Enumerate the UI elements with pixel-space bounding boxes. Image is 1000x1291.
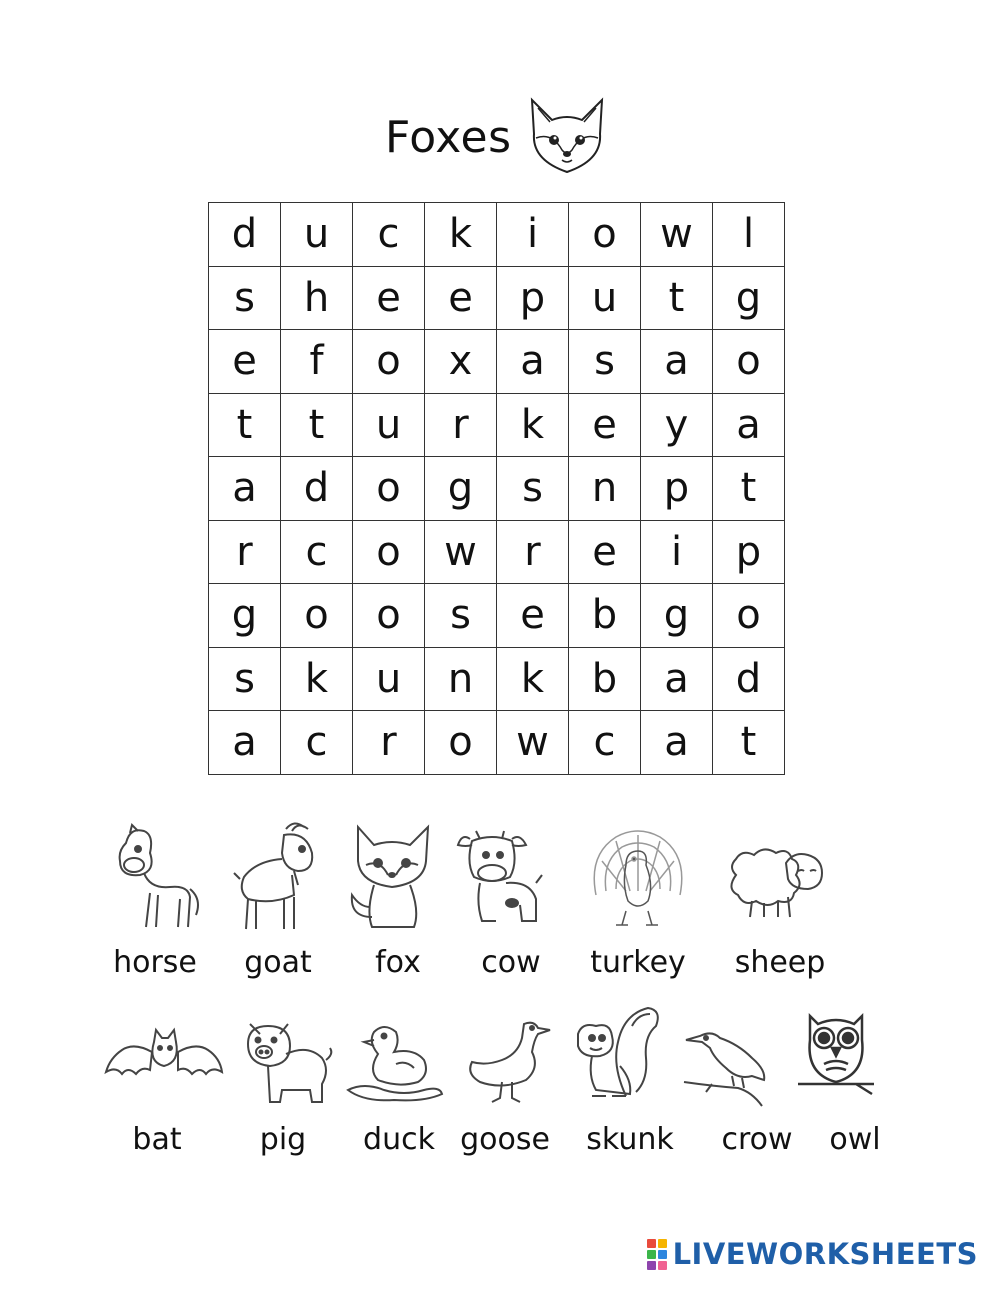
word-crow: crow: [721, 1122, 793, 1157]
grid-row: [209, 647, 785, 711]
grid-cell[interactable]: a: [209, 711, 281, 775]
turkey-icon: [586, 825, 690, 931]
grid-cell[interactable]: s: [425, 584, 497, 648]
grid-cell[interactable]: d: [281, 457, 353, 521]
word-fox: fox: [375, 945, 421, 980]
grid-cell[interactable]: e: [569, 393, 641, 457]
word-sheep: sheep: [734, 945, 826, 980]
grid-cell[interactable]: t: [713, 711, 785, 775]
grid-cell[interactable]: g: [641, 584, 713, 648]
goat-icon: [232, 819, 324, 933]
skunk-icon: [572, 1006, 672, 1106]
title-area: [385, 92, 612, 182]
word-cow: cow: [481, 945, 541, 980]
word-goat: goat: [244, 945, 312, 980]
grid-cell[interactable]: t: [281, 393, 353, 457]
grid-cell[interactable]: a: [209, 457, 281, 521]
grid-cell[interactable]: u: [569, 266, 641, 330]
grid-cell[interactable]: k: [281, 647, 353, 711]
pig-icon: [238, 1014, 334, 1110]
brand-name: LIVEWORKSHEETS: [672, 1237, 978, 1271]
grid-cell[interactable]: s: [209, 266, 281, 330]
grid-cell[interactable]: a: [641, 647, 713, 711]
grid-cell[interactable]: o: [713, 330, 785, 394]
grid-cell[interactable]: i: [497, 203, 569, 267]
grid-cell[interactable]: w: [497, 711, 569, 775]
grid-cell[interactable]: w: [425, 520, 497, 584]
grid-cell[interactable]: t: [641, 266, 713, 330]
grid-cell[interactable]: b: [569, 584, 641, 648]
footer-brand: [647, 1237, 978, 1271]
grid-row: [209, 266, 785, 330]
word-turkey: turkey: [590, 945, 686, 980]
grid-cell[interactable]: t: [209, 393, 281, 457]
word-skunk: skunk: [586, 1122, 674, 1157]
grid-cell[interactable]: o: [353, 330, 425, 394]
word-horse: horse: [113, 945, 197, 980]
fox-head-icon: [522, 94, 612, 180]
goose-icon: [462, 1018, 552, 1106]
grid-cell[interactable]: c: [569, 711, 641, 775]
grid-cell[interactable]: e: [425, 266, 497, 330]
grid-cell[interactable]: u: [353, 393, 425, 457]
word-goose: goose: [460, 1122, 550, 1157]
grid-cell[interactable]: r: [353, 711, 425, 775]
grid-cell[interactable]: e: [569, 520, 641, 584]
owl-icon: [796, 1004, 876, 1100]
grid-row: [209, 330, 785, 394]
grid-cell[interactable]: c: [353, 203, 425, 267]
grid-cell[interactable]: a: [713, 393, 785, 457]
grid-cell[interactable]: e: [353, 266, 425, 330]
grid-row: [209, 457, 785, 521]
liveworksheets-logo-icon: [647, 1239, 667, 1270]
grid-cell[interactable]: t: [713, 457, 785, 521]
word-bat: bat: [132, 1122, 182, 1157]
grid-cell[interactable]: w: [641, 203, 713, 267]
word-owl: owl: [829, 1122, 881, 1157]
grid-cell[interactable]: p: [641, 457, 713, 521]
grid-cell[interactable]: i: [641, 520, 713, 584]
grid-row: [209, 520, 785, 584]
grid-cell[interactable]: o: [353, 457, 425, 521]
grid-cell[interactable]: y: [641, 393, 713, 457]
logo-block: [658, 1250, 667, 1259]
bat-icon: [104, 1022, 224, 1102]
grid-row: [209, 584, 785, 648]
grid-cell[interactable]: r: [425, 393, 497, 457]
grid-cell[interactable]: o: [353, 584, 425, 648]
grid-cell[interactable]: k: [497, 393, 569, 457]
grid-cell[interactable]: u: [281, 203, 353, 267]
logo-block: [647, 1261, 656, 1270]
crow-icon: [682, 1024, 772, 1108]
grid-row: [209, 203, 785, 267]
grid-cell[interactable]: r: [497, 520, 569, 584]
grid-cell[interactable]: o: [281, 584, 353, 648]
logo-block: [658, 1239, 667, 1248]
grid-cell[interactable]: l: [713, 203, 785, 267]
word-pig: pig: [259, 1122, 307, 1157]
grid-cell[interactable]: a: [641, 330, 713, 394]
grid-row: [209, 711, 785, 775]
grid-cell[interactable]: u: [353, 647, 425, 711]
grid-cell[interactable]: o: [569, 203, 641, 267]
grid-cell[interactable]: g: [209, 584, 281, 648]
grid-cell[interactable]: s: [569, 330, 641, 394]
grid-cell[interactable]: k: [425, 203, 497, 267]
grid-cell[interactable]: r: [209, 520, 281, 584]
page-title: Foxes: [385, 111, 512, 163]
word-search-grid: [208, 202, 785, 775]
grid-cell[interactable]: p: [713, 520, 785, 584]
grid-cell[interactable]: f: [281, 330, 353, 394]
logo-block: [647, 1250, 656, 1259]
grid-cell[interactable]: a: [497, 330, 569, 394]
grid-cell[interactable]: a: [641, 711, 713, 775]
grid-cell[interactable]: g: [713, 266, 785, 330]
grid-cell[interactable]: c: [281, 520, 353, 584]
grid-cell[interactable]: n: [569, 457, 641, 521]
grid-cell[interactable]: g: [425, 457, 497, 521]
horse-icon: [110, 823, 202, 933]
grid-cell[interactable]: s: [497, 457, 569, 521]
grid-cell[interactable]: e: [497, 584, 569, 648]
grid-cell[interactable]: d: [209, 203, 281, 267]
cow-icon: [456, 823, 546, 933]
word-duck: duck: [363, 1122, 435, 1157]
grid-cell[interactable]: e: [209, 330, 281, 394]
duck-icon: [344, 1020, 444, 1104]
grid-cell[interactable]: s: [209, 647, 281, 711]
grid-cell[interactable]: n: [425, 647, 497, 711]
grid-cell[interactable]: p: [497, 266, 569, 330]
grid-cell[interactable]: o: [353, 520, 425, 584]
fox-icon: [346, 821, 438, 933]
sheep-icon: [724, 845, 828, 925]
grid-cell[interactable]: x: [425, 330, 497, 394]
grid-cell[interactable]: k: [497, 647, 569, 711]
logo-block: [658, 1261, 667, 1270]
grid-cell[interactable]: h: [281, 266, 353, 330]
grid-cell[interactable]: b: [569, 647, 641, 711]
logo-block: [647, 1239, 656, 1248]
grid-row: [209, 393, 785, 457]
grid-cell[interactable]: d: [713, 647, 785, 711]
grid-cell[interactable]: o: [713, 584, 785, 648]
grid-cell[interactable]: o: [425, 711, 497, 775]
grid-cell[interactable]: c: [281, 711, 353, 775]
